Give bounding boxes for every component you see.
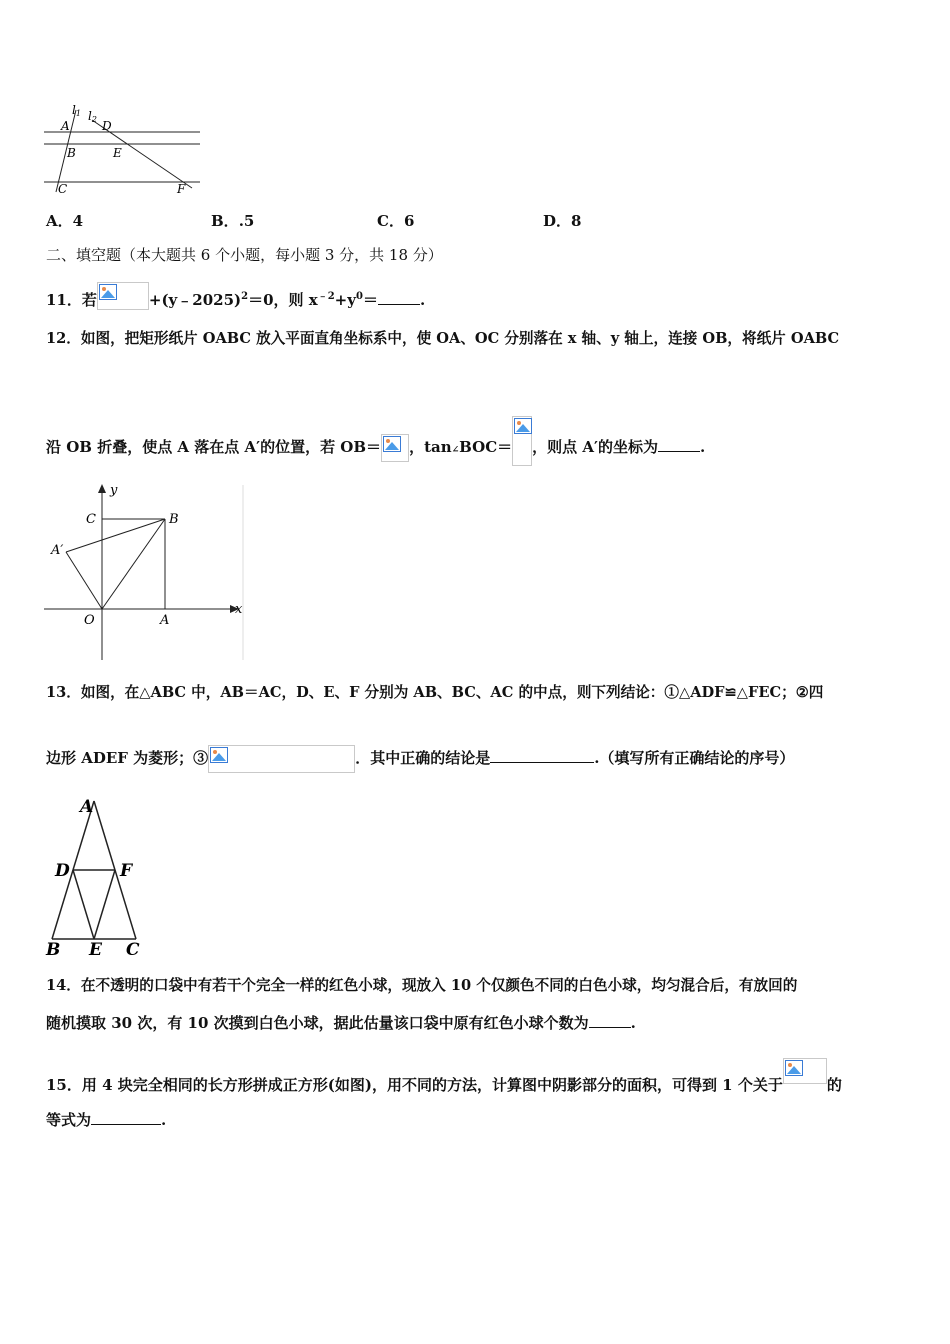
broken-image-icon — [512, 416, 532, 466]
segment-BA-prime — [66, 519, 165, 552]
label-A: A — [61, 119, 70, 133]
label-C: C — [126, 940, 140, 960]
question-13-line1: 13．如图，在△ABC 中，AB＝AC，D、E、F 分别为 AB、BC、AC 的中点，则下列结论：①△ADF≌△FEC；②四 — [46, 684, 824, 701]
label-E: E — [113, 146, 122, 160]
question-14-line2: 随机摸取 30 次，有 10 次摸到白色小球，据此估量该口袋中原有红色小球个数为 . — [46, 1014, 636, 1032]
segment-A-prime-O — [66, 552, 102, 609]
label-C: C — [86, 512, 96, 527]
label-y: y — [110, 483, 118, 498]
label-F: F — [177, 182, 186, 196]
label-l1: l1 — [72, 103, 81, 118]
segment-EF — [94, 870, 115, 939]
label-l2: l2 — [88, 109, 97, 124]
question-11: 11．若 +(y﹣2025)$^2$＝0，则 $x^{﹣2}+y^0=$ . — [46, 282, 425, 310]
label-A: A — [80, 797, 94, 817]
choice-a: A．4 — [46, 212, 84, 230]
question-13-line2: 边形 ADEF 为菱形；③ ．其中正确的结论是 .（填写所有正确结论的序号） — [46, 745, 794, 773]
label-O: O — [84, 613, 95, 628]
broken-image-icon — [381, 434, 409, 462]
question-15-line1: 15．用 4 块完全相同的长方形拼成正方形(如图)，用不同的方法，计算图中阴影部分的面积，可得到 1 个关于 的 — [46, 1058, 842, 1095]
label-B: B — [46, 940, 61, 960]
choice-d: D．8 — [543, 212, 582, 230]
parallel-lines-figure — [42, 100, 204, 200]
question-12-line1: 12．如图，把矩形纸片 OABC 放入平面直角坐标系中，使 OA、OC 分别落在 x 轴、y 轴上，连接 OB，将纸片 OABC — [46, 330, 840, 347]
question-14-line1: 14．在不透明的口袋中有若干个完全一样的红色小球，现放入 10 个仅颜色不同的白色小球，均匀混合后，有放回的 — [46, 977, 798, 994]
choice-b: B．.5 — [211, 212, 255, 230]
label-A: A — [160, 613, 170, 628]
choice-c: C．6 — [377, 212, 415, 230]
section-title: 二、填空题（本大题共 6 个小题，每小题 3 分，共 18 分） — [46, 246, 443, 264]
label-A-prime: A′ — [51, 543, 64, 558]
label-x: x — [235, 602, 243, 617]
label-B: B — [67, 146, 76, 160]
broken-image-icon — [208, 745, 355, 773]
y-axis-arrow — [98, 484, 106, 493]
label-F: F — [120, 861, 133, 881]
label-D: D — [55, 861, 70, 881]
label-C: C — [58, 182, 68, 196]
question-12-line2: 沿 OB 折叠，使点 A 落在点 A′的位置，若 OB＝ ，tan∠BOC＝ ，则点 A′的坐标为 . — [46, 416, 705, 466]
broken-image-icon — [783, 1058, 827, 1084]
label-E: E — [89, 940, 102, 960]
segment-DE — [73, 870, 94, 939]
question-15-line2: 等式为 . — [46, 1111, 167, 1129]
label-B: B — [169, 512, 179, 527]
label-D: D — [102, 119, 112, 133]
segment-OB — [102, 519, 165, 609]
broken-image-icon — [97, 282, 149, 310]
coordinate-figure — [42, 480, 247, 662]
triangle-figure — [44, 795, 148, 961]
